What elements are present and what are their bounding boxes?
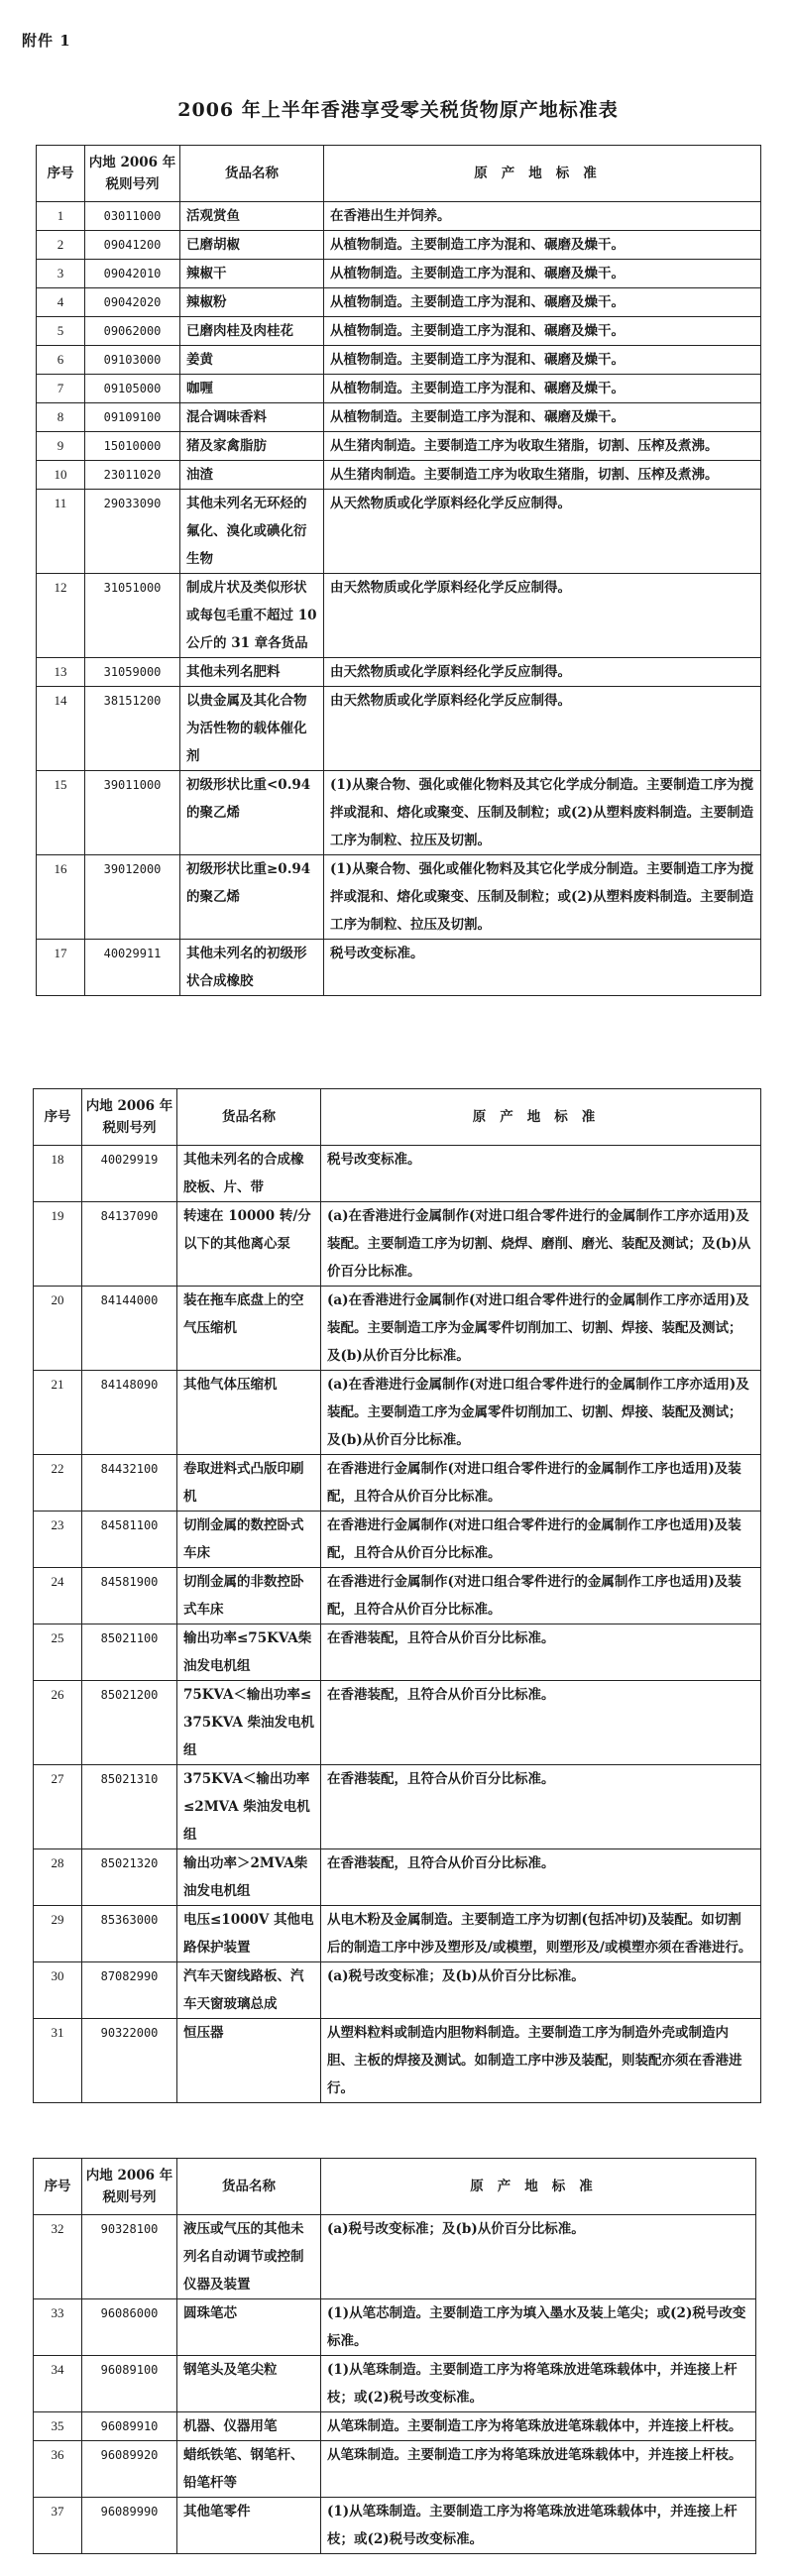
goods-name-cell: 其他未列名无环烃的氟化、溴化或碘化衍生物 <box>180 490 324 574</box>
goods-name-cell: 液压或气压的其他未列名自动调节或控制仪器及装置 <box>177 2215 321 2299</box>
origin-standard-cell: (a)在香港进行金属制作(对进口组合零件进行的金属制作工序亦适用)及装配。主要制造工序为金属零件切削加工、切割、焊接、装配及测试；及(b)从价百分比标准。 <box>321 1287 761 1371</box>
table-row <box>37 574 761 658</box>
header-origin-standard: 原产地标准 <box>324 146 761 202</box>
header-tariff-code: 内地 2006 年税则号列 <box>85 146 180 202</box>
table-row <box>34 2412 756 2441</box>
attachment-label: 附件 1 <box>22 32 71 50</box>
serial-number-cell: 9 <box>37 432 85 461</box>
goods-name-cell: 切削金属的非数控卧式车床 <box>177 1568 321 1624</box>
table-row <box>37 658 761 687</box>
header-origin-standard: 原产地标准 <box>321 1089 761 1146</box>
serial-number-cell: 16 <box>37 855 85 940</box>
serial-number-cell: 10 <box>37 461 85 490</box>
tariff-code-cell: 85021100 <box>82 1624 177 1681</box>
serial-number-cell: 2 <box>37 231 85 260</box>
origin-standard-cell: 由天然物质或化学原料经化学反应制得。 <box>324 658 761 687</box>
serial-number-cell: 5 <box>37 317 85 346</box>
origin-standard-cell: 在香港装配，且符合从价百分比标准。 <box>321 1849 761 1906</box>
serial-number-cell: 17 <box>37 940 85 996</box>
origin-standard-cell: (1)从笔芯制造。主要制造工序为填入墨水及装上笔尖；或(2)税号改变标准。 <box>321 2299 756 2356</box>
table-row <box>34 2019 761 2103</box>
table-row <box>34 2356 756 2412</box>
origin-standard-cell: 从植物制造。主要制造工序为混和、碾磨及燥干。 <box>324 317 761 346</box>
tariff-code-cell: 31059000 <box>85 658 180 687</box>
header-tariff-code: 内地 2006 年税则号列 <box>82 1089 177 1146</box>
tariff-code-cell: 09041200 <box>85 231 180 260</box>
goods-name-cell: 75KVA＜输出功率≤375KVA 柴油发电机组 <box>177 1681 321 1765</box>
origin-standard-cell: 从生猪肉制造。主要制造工序为收取生猪脂，切割、压榨及煮沸。 <box>324 461 761 490</box>
origin-standard-cell: 从植物制造。主要制造工序为混和、碾磨及燥干。 <box>324 375 761 403</box>
origin-standard-cell: 从植物制造。主要制造工序为混和、碾磨及燥干。 <box>324 346 761 375</box>
tariff-code-cell: 87082990 <box>82 1962 177 2019</box>
serial-number-cell: 15 <box>37 771 85 855</box>
goods-name-cell: 已磨肉桂及肉桂花 <box>180 317 324 346</box>
table-row <box>37 317 761 346</box>
goods-name-cell: 钢笔头及笔尖粒 <box>177 2356 321 2412</box>
table-row <box>37 288 761 317</box>
origin-standard-cell: (a)在香港进行金属制作(对进口组合零件进行的金属制作工序亦适用)及装配。主要制造工序为金属零件切削加工、切割、焊接、装配及测试；及(b)从价百分比标准。 <box>321 1371 761 1455</box>
tariff-code-cell: 85021320 <box>82 1849 177 1906</box>
table-row <box>34 2299 756 2356</box>
table-header-row <box>37 146 761 202</box>
goods-name-cell: 以贵金属及其化合物为活性物的载体催化剂 <box>180 687 324 771</box>
origin-standard-cell: 在香港进行金属制作(对进口组合零件进行的金属制作工序也适用)及装配，且符合从价百分比标准。 <box>321 1568 761 1624</box>
goods-name-cell: 其他未列名的初级形状合成橡胶 <box>180 940 324 996</box>
goods-name-cell: 其他未列名的合成橡胶板、片、带 <box>177 1146 321 1202</box>
tariff-code-cell: 90328100 <box>82 2215 177 2299</box>
tariff-code-cell: 84137090 <box>82 1202 177 1287</box>
tariff-code-cell: 96089910 <box>82 2412 177 2441</box>
tariff-code-cell: 39012000 <box>85 855 180 940</box>
tariff-code-cell: 09042010 <box>85 260 180 288</box>
origin-table-part-3 <box>33 2158 756 2554</box>
table-row <box>37 260 761 288</box>
serial-number-cell: 7 <box>37 375 85 403</box>
table-row <box>34 1146 761 1202</box>
tariff-code-cell: 03011000 <box>85 202 180 231</box>
tariff-code-cell: 09109100 <box>85 403 180 432</box>
goods-name-cell: 辣椒粉 <box>180 288 324 317</box>
table-row <box>37 490 761 574</box>
tariff-code-cell: 09105000 <box>85 375 180 403</box>
origin-standard-cell: 从植物制造。主要制造工序为混和、碾磨及燥干。 <box>324 288 761 317</box>
serial-number-cell: 34 <box>34 2356 82 2412</box>
tariff-code-cell: 85363000 <box>82 1906 177 1962</box>
origin-standard-cell: (1)从聚合物、强化或催化物料及其它化学成分制造。主要制造工序为搅拌或混和、熔化或聚变、压制及制粒；或(2)从塑料废料制造。主要制造工序为制粒、拉压及切割。 <box>324 855 761 940</box>
table-row <box>34 2498 756 2554</box>
serial-number-cell: 28 <box>34 1849 82 1906</box>
table-row <box>34 2215 756 2299</box>
table-row <box>34 1568 761 1624</box>
header-origin-standard: 原产地标准 <box>321 2159 756 2215</box>
serial-number-cell: 20 <box>34 1287 82 1371</box>
goods-name-cell: 已磨胡椒 <box>180 231 324 260</box>
table-row <box>37 461 761 490</box>
tariff-code-cell: 85021310 <box>82 1765 177 1849</box>
goods-name-cell: 混合调味香料 <box>180 403 324 432</box>
table-row <box>34 1765 761 1849</box>
origin-standard-cell: 从植物制造。主要制造工序为混和、碾磨及燥干。 <box>324 260 761 288</box>
origin-standard-cell: (a)税号改变标准；及(b)从价百分比标准。 <box>321 1962 761 2019</box>
origin-standard-cell: 从笔珠制造。主要制造工序为将笔珠放进笔珠载体中，并连接上杆枝。 <box>321 2441 756 2498</box>
table-row <box>37 687 761 771</box>
serial-number-cell: 19 <box>34 1202 82 1287</box>
serial-number-cell: 29 <box>34 1906 82 1962</box>
origin-standard-cell: 从电木粉及金属制造。主要制造工序为切割(包括冲切)及装配。如切割后的制造工序中涉及塑形及/或模塑，则塑形及/或模塑亦须在香港进行。 <box>321 1906 761 1962</box>
serial-number-cell: 8 <box>37 403 85 432</box>
serial-number-cell: 18 <box>34 1146 82 1202</box>
tariff-code-cell: 09062000 <box>85 317 180 346</box>
serial-number-cell: 37 <box>34 2498 82 2554</box>
serial-number-cell: 24 <box>34 1568 82 1624</box>
serial-number-cell: 23 <box>34 1512 82 1568</box>
origin-standard-cell: 在香港装配，且符合从价百分比标准。 <box>321 1624 761 1681</box>
serial-number-cell: 3 <box>37 260 85 288</box>
serial-number-cell: 6 <box>37 346 85 375</box>
serial-number-cell: 35 <box>34 2412 82 2441</box>
origin-standard-cell: (1)从笔珠制造。主要制造工序为将笔珠放进笔珠载体中，并连接上杆枝；或(2)税号改变标准。 <box>321 2356 756 2412</box>
goods-name-cell: 圆珠笔芯 <box>177 2299 321 2356</box>
origin-standard-cell: 从笔珠制造。主要制造工序为将笔珠放进笔珠载体中，并连接上杆枝。 <box>321 2412 756 2441</box>
goods-name-cell: 咖喱 <box>180 375 324 403</box>
table-row <box>37 231 761 260</box>
tariff-code-cell: 96089100 <box>82 2356 177 2412</box>
origin-standard-cell: 由天然物质或化学原料经化学反应制得。 <box>324 687 761 771</box>
goods-name-cell: 其他笔零件 <box>177 2498 321 2554</box>
table-row <box>34 1624 761 1681</box>
header-goods-name: 货品名称 <box>180 146 324 202</box>
tariff-code-cell: 09103000 <box>85 346 180 375</box>
table-row <box>37 346 761 375</box>
serial-number-cell: 25 <box>34 1624 82 1681</box>
tariff-code-cell: 84581100 <box>82 1512 177 1568</box>
tariff-code-cell: 09042020 <box>85 288 180 317</box>
tariff-code-cell: 96086000 <box>82 2299 177 2356</box>
origin-standard-cell: 在香港装配，且符合从价百分比标准。 <box>321 1765 761 1849</box>
header-goods-name: 货品名称 <box>177 1089 321 1146</box>
tariff-code-cell: 31051000 <box>85 574 180 658</box>
tariff-code-cell: 84144000 <box>82 1287 177 1371</box>
goods-name-cell: 制成片状及类似形状或每包毛重不超过 10 公斤的 31 章各货品 <box>180 574 324 658</box>
goods-name-cell: 辣椒干 <box>180 260 324 288</box>
goods-name-cell: 装在拖车底盘上的空气压缩机 <box>177 1287 321 1371</box>
tariff-code-cell: 15010000 <box>85 432 180 461</box>
tariff-code-cell: 96089990 <box>82 2498 177 2554</box>
goods-name-cell: 切削金属的数控卧式车床 <box>177 1512 321 1568</box>
origin-standard-cell: 从植物制造。主要制造工序为混和、碾磨及燥干。 <box>324 403 761 432</box>
origin-standard-cell: 在香港装配，且符合从价百分比标准。 <box>321 1681 761 1765</box>
table-header-row <box>34 1089 761 1146</box>
origin-standard-cell: 在香港进行金属制作(对进口组合零件进行的金属制作工序也适用)及装配，且符合从价百分比标准。 <box>321 1455 761 1512</box>
tariff-code-cell: 40029911 <box>85 940 180 996</box>
serial-number-cell: 14 <box>37 687 85 771</box>
table-row <box>34 1962 761 2019</box>
serial-number-cell: 31 <box>34 2019 82 2103</box>
origin-standard-cell: 税号改变标准。 <box>321 1146 761 1202</box>
goods-name-cell: 初级形状比重≥0.94的聚乙烯 <box>180 855 324 940</box>
serial-number-cell: 22 <box>34 1455 82 1512</box>
header-serial-number: 序号 <box>34 2159 82 2215</box>
tariff-code-cell: 29033090 <box>85 490 180 574</box>
table-row <box>37 855 761 940</box>
table-row <box>37 375 761 403</box>
goods-name-cell: 恒压器 <box>177 2019 321 2103</box>
table-row <box>37 940 761 996</box>
origin-standard-cell: 从塑料粒料或制造内胆物料制造。主要制造工序为制造外壳或制造内胆、主板的焊接及测试。如制造工序中涉及装配，则装配亦须在香港进行。 <box>321 2019 761 2103</box>
document-title: 2006 年上半年香港享受零关税货物原产地标准表 <box>177 99 619 121</box>
goods-name-cell: 机器、仪器用笔 <box>177 2412 321 2441</box>
goods-name-cell: 姜黄 <box>180 346 324 375</box>
table-row <box>34 1681 761 1765</box>
table-row <box>34 2441 756 2498</box>
tariff-code-cell: 90322000 <box>82 2019 177 2103</box>
origin-standard-cell: 在香港出生并饲养。 <box>324 202 761 231</box>
table-row <box>37 771 761 855</box>
tariff-code-cell: 40029919 <box>82 1146 177 1202</box>
serial-number-cell: 33 <box>34 2299 82 2356</box>
tariff-code-cell: 38151200 <box>85 687 180 771</box>
serial-number-cell: 32 <box>34 2215 82 2299</box>
tariff-code-cell: 85021200 <box>82 1681 177 1765</box>
table-row <box>34 1906 761 1962</box>
origin-table-part-1 <box>36 145 761 996</box>
origin-standard-cell: 从植物制造。主要制造工序为混和、碾磨及燥干。 <box>324 231 761 260</box>
origin-standard-cell: 税号改变标准。 <box>324 940 761 996</box>
origin-standard-cell: 从天然物质或化学原料经化学反应制得。 <box>324 490 761 574</box>
goods-name-cell: 其他气体压缩机 <box>177 1371 321 1455</box>
serial-number-cell: 4 <box>37 288 85 317</box>
serial-number-cell: 27 <box>34 1765 82 1849</box>
goods-name-cell: 汽车天窗线路板、汽车天窗玻璃总成 <box>177 1962 321 2019</box>
serial-number-cell: 11 <box>37 490 85 574</box>
table-header-row <box>34 2159 756 2215</box>
tariff-code-cell: 23011020 <box>85 461 180 490</box>
origin-standard-cell: (1)从聚合物、强化或催化物料及其它化学成分制造。主要制造工序为搅拌或混和、熔化或聚变、压制及制粒；或(2)从塑料废料制造。主要制造工序为制粒、拉压及切割。 <box>324 771 761 855</box>
goods-name-cell: 转速在 10000 转/分以下的其他离心泵 <box>177 1202 321 1287</box>
table-row <box>37 202 761 231</box>
table-row <box>34 1287 761 1371</box>
tariff-code-cell: 84148090 <box>82 1371 177 1455</box>
table-row <box>37 403 761 432</box>
tariff-code-cell: 96089920 <box>82 2441 177 2498</box>
goods-name-cell: 油渣 <box>180 461 324 490</box>
goods-name-cell: 初级形状比重<0.94的聚乙烯 <box>180 771 324 855</box>
tariff-code-cell: 39011000 <box>85 771 180 855</box>
table-row <box>34 1512 761 1568</box>
goods-name-cell: 卷取进料式凸版印刷机 <box>177 1455 321 1512</box>
serial-number-cell: 30 <box>34 1962 82 2019</box>
origin-standard-cell: 在香港进行金属制作(对进口组合零件进行的金属制作工序也适用)及装配，且符合从价百分比标准。 <box>321 1512 761 1568</box>
goods-name-cell: 蜡纸铁笔、钢笔杆、铅笔杆等 <box>177 2441 321 2498</box>
header-tariff-code: 内地 2006 年税则号列 <box>82 2159 177 2215</box>
origin-standard-cell: 由天然物质或化学原料经化学反应制得。 <box>324 574 761 658</box>
serial-number-cell: 36 <box>34 2441 82 2498</box>
table-row <box>34 1455 761 1512</box>
table-row <box>34 1202 761 1287</box>
goods-name-cell: 活观赏鱼 <box>180 202 324 231</box>
goods-name-cell: 猪及家禽脂肪 <box>180 432 324 461</box>
serial-number-cell: 21 <box>34 1371 82 1455</box>
goods-name-cell: 输出功率≤75KVA柴油发电机组 <box>177 1624 321 1681</box>
goods-name-cell: 输出功率＞2MVA柴油发电机组 <box>177 1849 321 1906</box>
goods-name-cell: 电压≤1000V 其他电路保护装置 <box>177 1906 321 1962</box>
header-goods-name: 货品名称 <box>177 2159 321 2215</box>
header-serial-number: 序号 <box>37 146 85 202</box>
goods-name-cell: 375KVA＜输出功率≤2MVA 柴油发电机组 <box>177 1765 321 1849</box>
serial-number-cell: 12 <box>37 574 85 658</box>
table-row <box>37 432 761 461</box>
origin-standard-cell: (a)在香港进行金属制作(对进口组合零件进行的金属制作工序亦适用)及装配。主要制造工序为切割、烧焊、磨削、磨光、装配及测试；及(b)从价百分比标准。 <box>321 1202 761 1287</box>
tariff-code-cell: 84581900 <box>82 1568 177 1624</box>
serial-number-cell: 13 <box>37 658 85 687</box>
origin-standard-cell: 从生猪肉制造。主要制造工序为收取生猪脂，切割、压榨及煮沸。 <box>324 432 761 461</box>
table-row <box>34 1849 761 1906</box>
origin-standard-cell: (1)从笔珠制造。主要制造工序为将笔珠放进笔珠载体中，并连接上杆枝；或(2)税号改变标准。 <box>321 2498 756 2554</box>
serial-number-cell: 1 <box>37 202 85 231</box>
origin-standard-cell: (a)税号改变标准；及(b)从价百分比标准。 <box>321 2215 756 2299</box>
table-row <box>34 1371 761 1455</box>
goods-name-cell: 其他未列名肥料 <box>180 658 324 687</box>
tariff-code-cell: 84432100 <box>82 1455 177 1512</box>
serial-number-cell: 26 <box>34 1681 82 1765</box>
header-serial-number: 序号 <box>34 1089 82 1146</box>
origin-table-part-2 <box>33 1088 761 2103</box>
